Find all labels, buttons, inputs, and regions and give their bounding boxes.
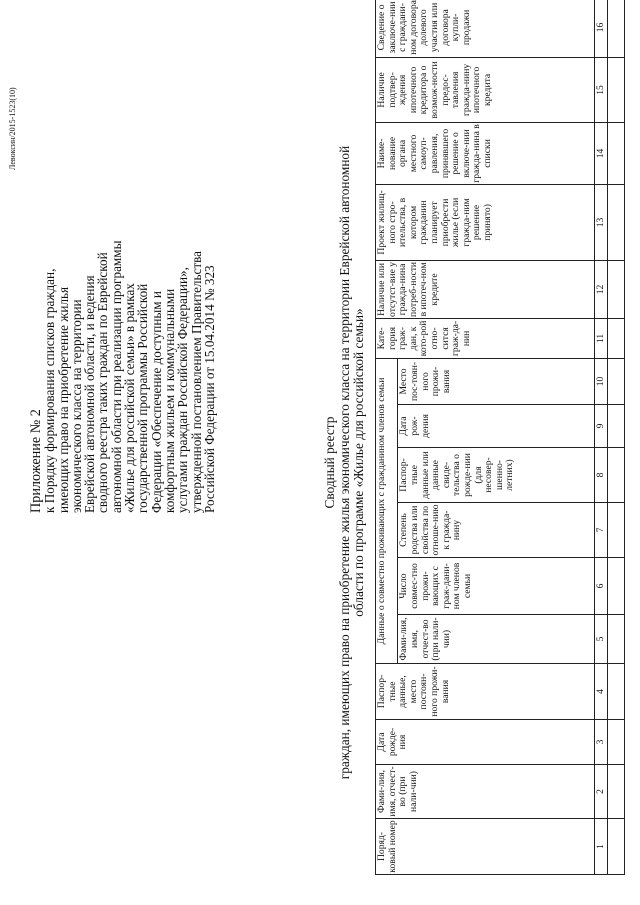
appendix-line: государственной программы Российской [135,283,151,513]
header-cell-authority: Наиме-нование органа местного самоуп-равления, принявшего решение о включе-нии гражда-нина в списки [376,122,595,184]
column-numbers-row [595,0,608,875]
header-cell-member-name: Фами-лия, имя, отчест-во (при нали-чии) [398,615,595,664]
header-cell-birth-date: Дата рожде-ния [376,720,595,765]
appendix-line: Еврейской автономной области, и ведения [82,275,98,513]
empty-cell [608,720,625,765]
appendix-line: Российской Федерации от 15.04.2014 № 323 [201,265,217,513]
header-cell-kinship: Степень родства или свойства по отноше-нию к гражда-нину [398,503,595,558]
empty-cell [608,664,625,720]
header-cell-full-name: Фами-лия, имя, отчест-во (при нали-чии) [376,765,595,819]
column-number: 5 [595,615,608,664]
column-number: 11 [595,318,608,358]
empty-cell [608,765,625,819]
header-cell-family-group: Данные о совместно проживающих с гражданином членов семьи [376,358,398,663]
empty-cell [608,260,625,318]
appendix-line: Федерации «Обеспечение доступным и [148,291,164,513]
header-cell-order-number: Поряд-ковый номер [376,819,595,875]
column-number: 3 [595,720,608,765]
header-cell-housing-project: Проект жилищ-ного стро-ительства, в котором гражданин планирует приобрести жилье (если гражда-ним решение принято) [376,184,595,260]
table-header-row [376,0,398,875]
column-number: 15 [595,57,608,122]
empty-cell [608,405,625,448]
empty-cell [608,0,625,57]
column-number: 10 [595,358,608,404]
empty-cell [608,318,625,358]
column-number: 7 [595,503,608,558]
header-cell-member-birth-date: Дата рож-дения [398,405,595,448]
empty-cell [608,448,625,503]
appendix-line: комфортным жильем и коммунальными [161,288,177,513]
column-number: 2 [595,765,608,819]
header-cell-contract-info: Сведение о заключе-нии с граждани-ном договора долевого участия или договора купли-продажи [376,0,595,57]
column-number: 13 [595,184,608,260]
register-heading [323,60,367,865]
column-number: 6 [595,558,608,615]
appendix-line: имеющих право на приобретение жилья [55,286,71,513]
empty-cell [608,122,625,184]
appendix-block [30,23,216,513]
column-number: 1 [595,819,608,875]
register-subtitle-line: области по программе «Жилье для российской семьи» [351,308,367,617]
appendix-line: экономического класса на территории [68,299,84,513]
register-title: Сводный реестр [322,416,337,509]
appendix-line: «Жилье для российской семьи» в рамках [122,283,138,513]
appendix-line: услугами граждан Российской Федерации», [175,267,191,513]
header-cell-creditor-confirmation: Наличие подтвер-ждения ипотечного кредитора о возмож-ности предос-тавления гражда-нину ипотечного кредита [376,57,595,122]
column-number: 14 [595,122,608,184]
empty-cell [608,184,625,260]
register-table [375,0,625,875]
column-number: 9 [595,405,608,448]
header-cell-passport: Паспор-тные данные, место постоян-ного прожи-вания [376,664,595,720]
footer-code: Левоксин/2015-1523(10) [8,87,17,170]
appendix-line: сводного реестра таких граждан по Еврейской [95,252,111,513]
appendix-title: Приложение № 2 [28,409,44,513]
header-cell-member-residence: Место пос-тоян-ного прожи-вания [398,358,595,404]
empty-cell [608,615,625,664]
empty-cell [608,358,625,404]
appendix-line: утвержденной постановлением Правительства [188,250,204,513]
empty-cell [608,57,625,122]
empty-cell [608,819,625,875]
table-row-empty [608,0,625,875]
header-cell-mortgage-need: Наличие или отсутст-вие у гражда-нина потреб-ности в ипотеч-ном кредите [376,260,595,318]
column-number: 8 [595,448,608,503]
register-subtitle-line: граждан, имеющих право на приобретение жилья экономического класса на территории Еврейской автономной [336,145,352,780]
empty-cell [608,558,625,615]
header-cell-category: Кате-гория граж-дан, к кото-рой отно-сится граж-да-нин [376,318,595,358]
header-cell-member-passport: Паспор-тные данные или данные свиде-тельства о рожде-нии (для несовер-шенно-летних) [398,448,595,503]
column-number: 16 [595,0,608,57]
appendix-line: к Порядку формирования списков граждан, [42,268,58,513]
column-number: 12 [595,260,608,318]
column-number: 4 [595,664,608,720]
header-cell-member-count: Число совмес-тно прожи-вающих с граж-дани-ном членов семьи [398,558,595,615]
appendix-line: автономной области при реализации программы [108,240,124,513]
empty-cell [608,503,625,558]
